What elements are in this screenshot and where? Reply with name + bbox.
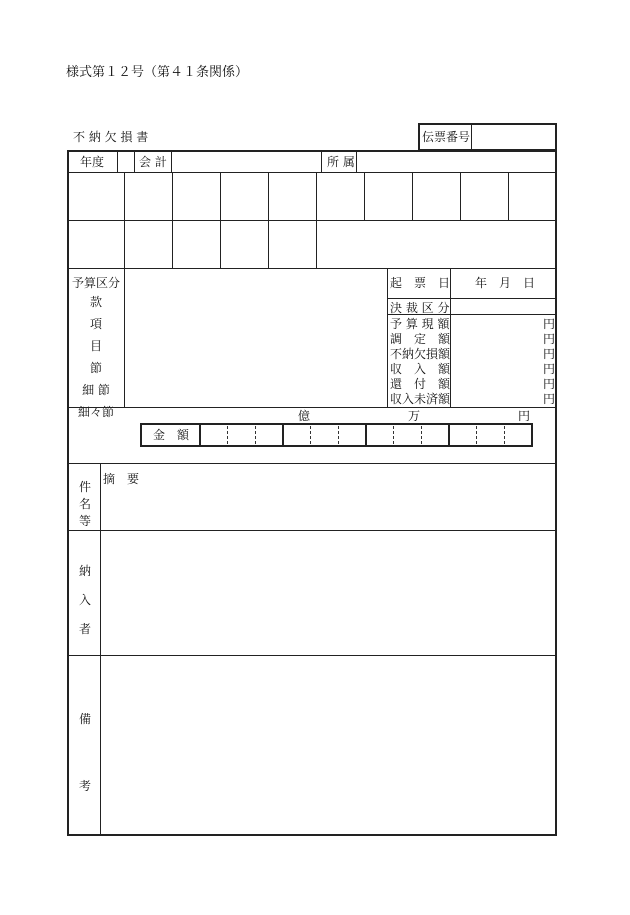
account-field[interactable] — [172, 152, 320, 171]
amount-label-deficit: 不納欠損額 — [390, 347, 451, 361]
unit-man: 万 — [408, 409, 421, 423]
budget-item-kan: 款 — [89, 295, 102, 309]
decision-field[interactable] — [452, 300, 555, 313]
amount-label-refund: 還 付 額 — [390, 377, 451, 391]
dept-label: 所 属 — [327, 155, 355, 169]
budget-item-saisetsu: 細 節 — [82, 383, 110, 397]
amount-values-field[interactable] — [452, 316, 540, 406]
payer-field[interactable] — [102, 532, 555, 653]
account-label: 会 計 — [139, 155, 167, 169]
payer-label: 納 入 者 — [78, 564, 91, 636]
summary-label: 摘 要 — [103, 472, 140, 486]
amount-label: 金 額 — [153, 428, 190, 442]
voucher-number-label: 伝票番号 — [422, 130, 471, 144]
year-field[interactable] — [118, 152, 133, 171]
summary-field[interactable] — [102, 488, 555, 528]
code-grid-row-2[interactable] — [69, 222, 315, 267]
decision-label: 決 裁 区 分 — [390, 301, 450, 315]
amount-digits-field[interactable] — [202, 426, 531, 445]
amount-label-budget: 予 算 現 額 — [390, 317, 450, 331]
unit-yen: 円 — [518, 409, 531, 423]
budget-item-setsu: 節 — [89, 361, 102, 375]
amount-unit-assessed: 円 — [543, 332, 556, 346]
amount-unit-budget: 円 — [543, 317, 556, 331]
amount-unit-deficit: 円 — [543, 347, 556, 361]
amount-label-assessed: 調 定 額 — [390, 332, 451, 346]
voucher-number-field[interactable] — [473, 125, 555, 149]
draft-date-value[interactable]: 年 月 日 — [475, 276, 536, 290]
code-grid-row-1[interactable] — [69, 174, 555, 219]
budget-detail-field[interactable] — [126, 270, 386, 406]
draft-date-label: 起 票 日 — [390, 276, 451, 290]
unit-oku: 億 — [298, 409, 311, 423]
amount-label-unpaid: 収入未済額 — [390, 392, 451, 406]
form-title: 不 納 欠 損 書 — [73, 130, 149, 144]
amount-unit-income: 円 — [543, 362, 556, 376]
amount-unit-refund: 円 — [543, 377, 556, 391]
subject-label: 件 名 等 — [78, 480, 91, 528]
dept-field[interactable] — [357, 152, 555, 171]
budget-item-kou: 項 — [89, 317, 102, 331]
budget-items — [70, 293, 122, 420]
budget-item-moku: 目 — [89, 339, 102, 353]
amount-unit-unpaid: 円 — [543, 392, 556, 406]
budget-category-label: 予算区分 — [72, 276, 121, 290]
remarks-field[interactable] — [102, 657, 555, 833]
amount-label-income: 収 入 額 — [390, 362, 451, 376]
remarks-label: 備 考 — [78, 712, 91, 793]
year-label: 年度 — [80, 155, 105, 169]
form-number: 様式第１２号（第４１条関係） — [66, 65, 249, 80]
budget-item-saisaisetsu: 細々節 — [77, 405, 114, 419]
